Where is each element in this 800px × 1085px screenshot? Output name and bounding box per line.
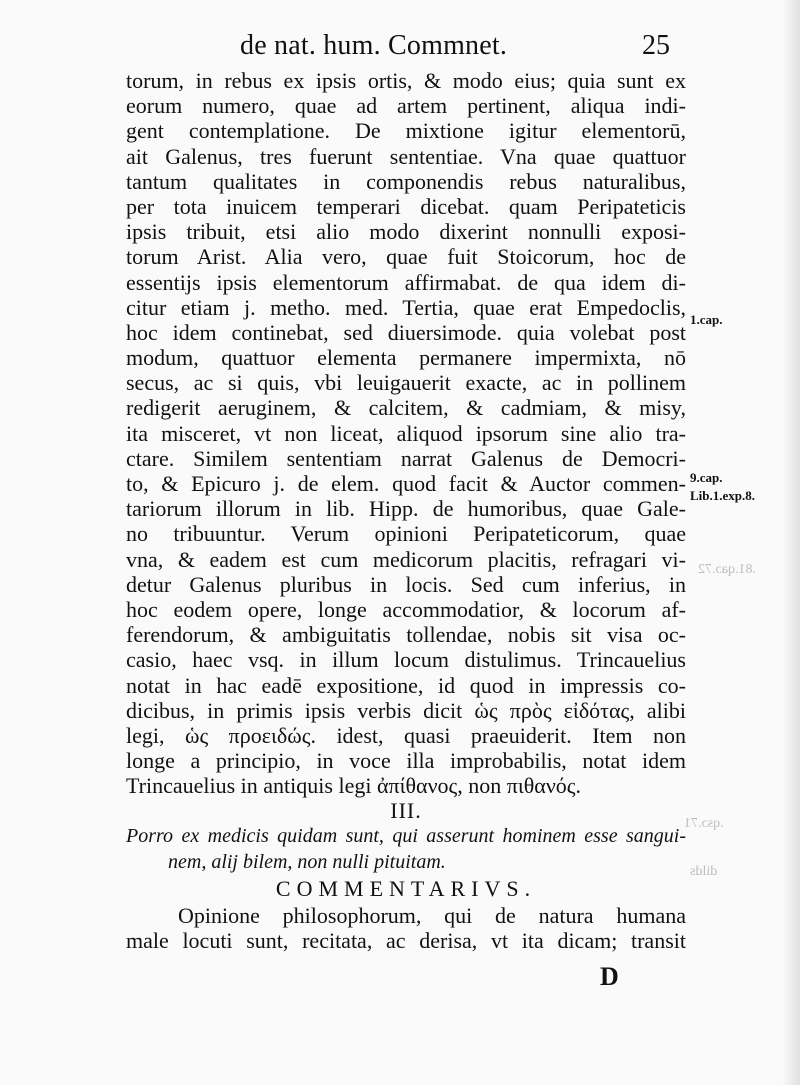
text-line: detur Galenus pluribus in locis. Sed cum inferius, in <box>126 571 686 597</box>
lemma-line: Porro ex medicis quidam sunt, qui asserunt hominem esse sangui- <box>126 825 686 848</box>
commentary-line: male locuti sunt, recitata, ac derisa, vt ita dicam; transit <box>126 928 686 953</box>
commentary-line: Opinione philosophorum, qui de natura humana <box>178 902 686 928</box>
text-line: ctare. Similem sententiam narrat Galenus de Democri- <box>126 445 686 471</box>
text-line: longe a principio, in voce illa improbabilis, notat idem <box>126 748 686 774</box>
text-line: to, & Epicuro j. de elem. quod facit & Auctor commen- <box>126 471 686 496</box>
text-line: eorum numero, quae ad artem pertinent, aliqua indi- <box>126 93 686 119</box>
text-line: ait Galenus, tres fuerunt sententiae. Vna quae quattuor <box>126 143 686 169</box>
text-line: torum Arist. Alia vero, quae fuit Stoicorum, hoc de <box>126 244 686 270</box>
text-line: gent contemplatione. De mixtione igitur elementorū, <box>126 118 686 144</box>
text-line: vna, & eadem est cum medicorum placitis, refragari vi- <box>126 546 686 572</box>
text-line: hoc eodem opere, longe accommodatior, & locorum af- <box>126 596 686 622</box>
text-line: ita misceret, vt non liceat, aliquod ipsorum sine alio tra- <box>126 420 686 446</box>
text-line: redigerit aeruginem, & calcitem, & cadmiam, & misy, <box>126 395 686 421</box>
marginal-note: Lib.1.exp.8. <box>690 488 756 503</box>
text-line: ferendorum, & ambiguitatis tollendae, nobis sit visa oc- <box>126 622 686 648</box>
section-number: III. <box>390 798 422 824</box>
page-header <box>240 30 680 70</box>
text-line: citur etiam j. metho. med. Tertia, quae erat Empedoclis, <box>126 294 686 320</box>
text-line: modum, quattuor elementa permanere impermixta, nō <box>126 345 686 371</box>
text-line: tantum qualitates in componendis rebus naturalibus, <box>126 168 686 194</box>
bleed-through-mark: .qsɔ.71 <box>684 816 724 831</box>
text-line: legi, ὡς προειδώς. idest, quasi praeuiderit. Item non <box>126 722 686 748</box>
text-line: no tribuuntur. Verum opinioni Peripateticorum, quae <box>126 521 686 547</box>
text-line: torum, in rebus ex ipsis ortis, & modo eius; quia sunt ex <box>126 68 686 93</box>
text-line: secus, ac si quis, vbi leuigauerit exacte, ac in pollinem <box>126 370 686 396</box>
bleed-through-mark: dilds <box>690 864 718 879</box>
page-number: 25 <box>642 30 670 61</box>
marginal-note: 1.cap. <box>690 312 723 327</box>
main-text-block <box>126 68 686 953</box>
text-line: casio, haec vsq. in illum locum distulimus. Trincauelius <box>126 647 686 673</box>
bleed-through-mark: .81.qaɔ.72 <box>698 562 756 577</box>
text-line: dicibus, in primis ipsis verbis dicit ὡς πρὸς εἰδότας, alibi <box>126 697 686 723</box>
text-line: notat in hac eadē expositione, id quod in impressis co- <box>126 672 686 698</box>
text-line: tariorum illorum in lib. Hipp. de humoribus, quae Gale- <box>126 496 686 522</box>
commentary-heading: COMMENTARIVS. <box>275 875 537 901</box>
marginal-note: 9.cap. <box>690 470 723 485</box>
text-line: Trincauelius in antiquis legi ἀπίθανος, non πιθανός. <box>126 773 581 799</box>
page-edge-shadow <box>782 0 800 1085</box>
running-title: de nat. hum. Commnet. <box>240 30 508 61</box>
lemma-line: nem, alij bilem, non nulli pituitam. <box>168 850 446 873</box>
catchword: D <box>600 962 619 991</box>
text-line: ipsis tribuit, etsi alio modo dixerint nonnulli exposi- <box>126 219 686 245</box>
text-line: hoc idem continebat, sed diuersimode. quia volebat post <box>126 319 686 345</box>
text-line: per tota inuicem temperari dicebat. quam Peripateticis <box>126 193 686 219</box>
text-line: essentijs ipsis elementorum affirmabat. de qua idem di- <box>126 269 686 295</box>
